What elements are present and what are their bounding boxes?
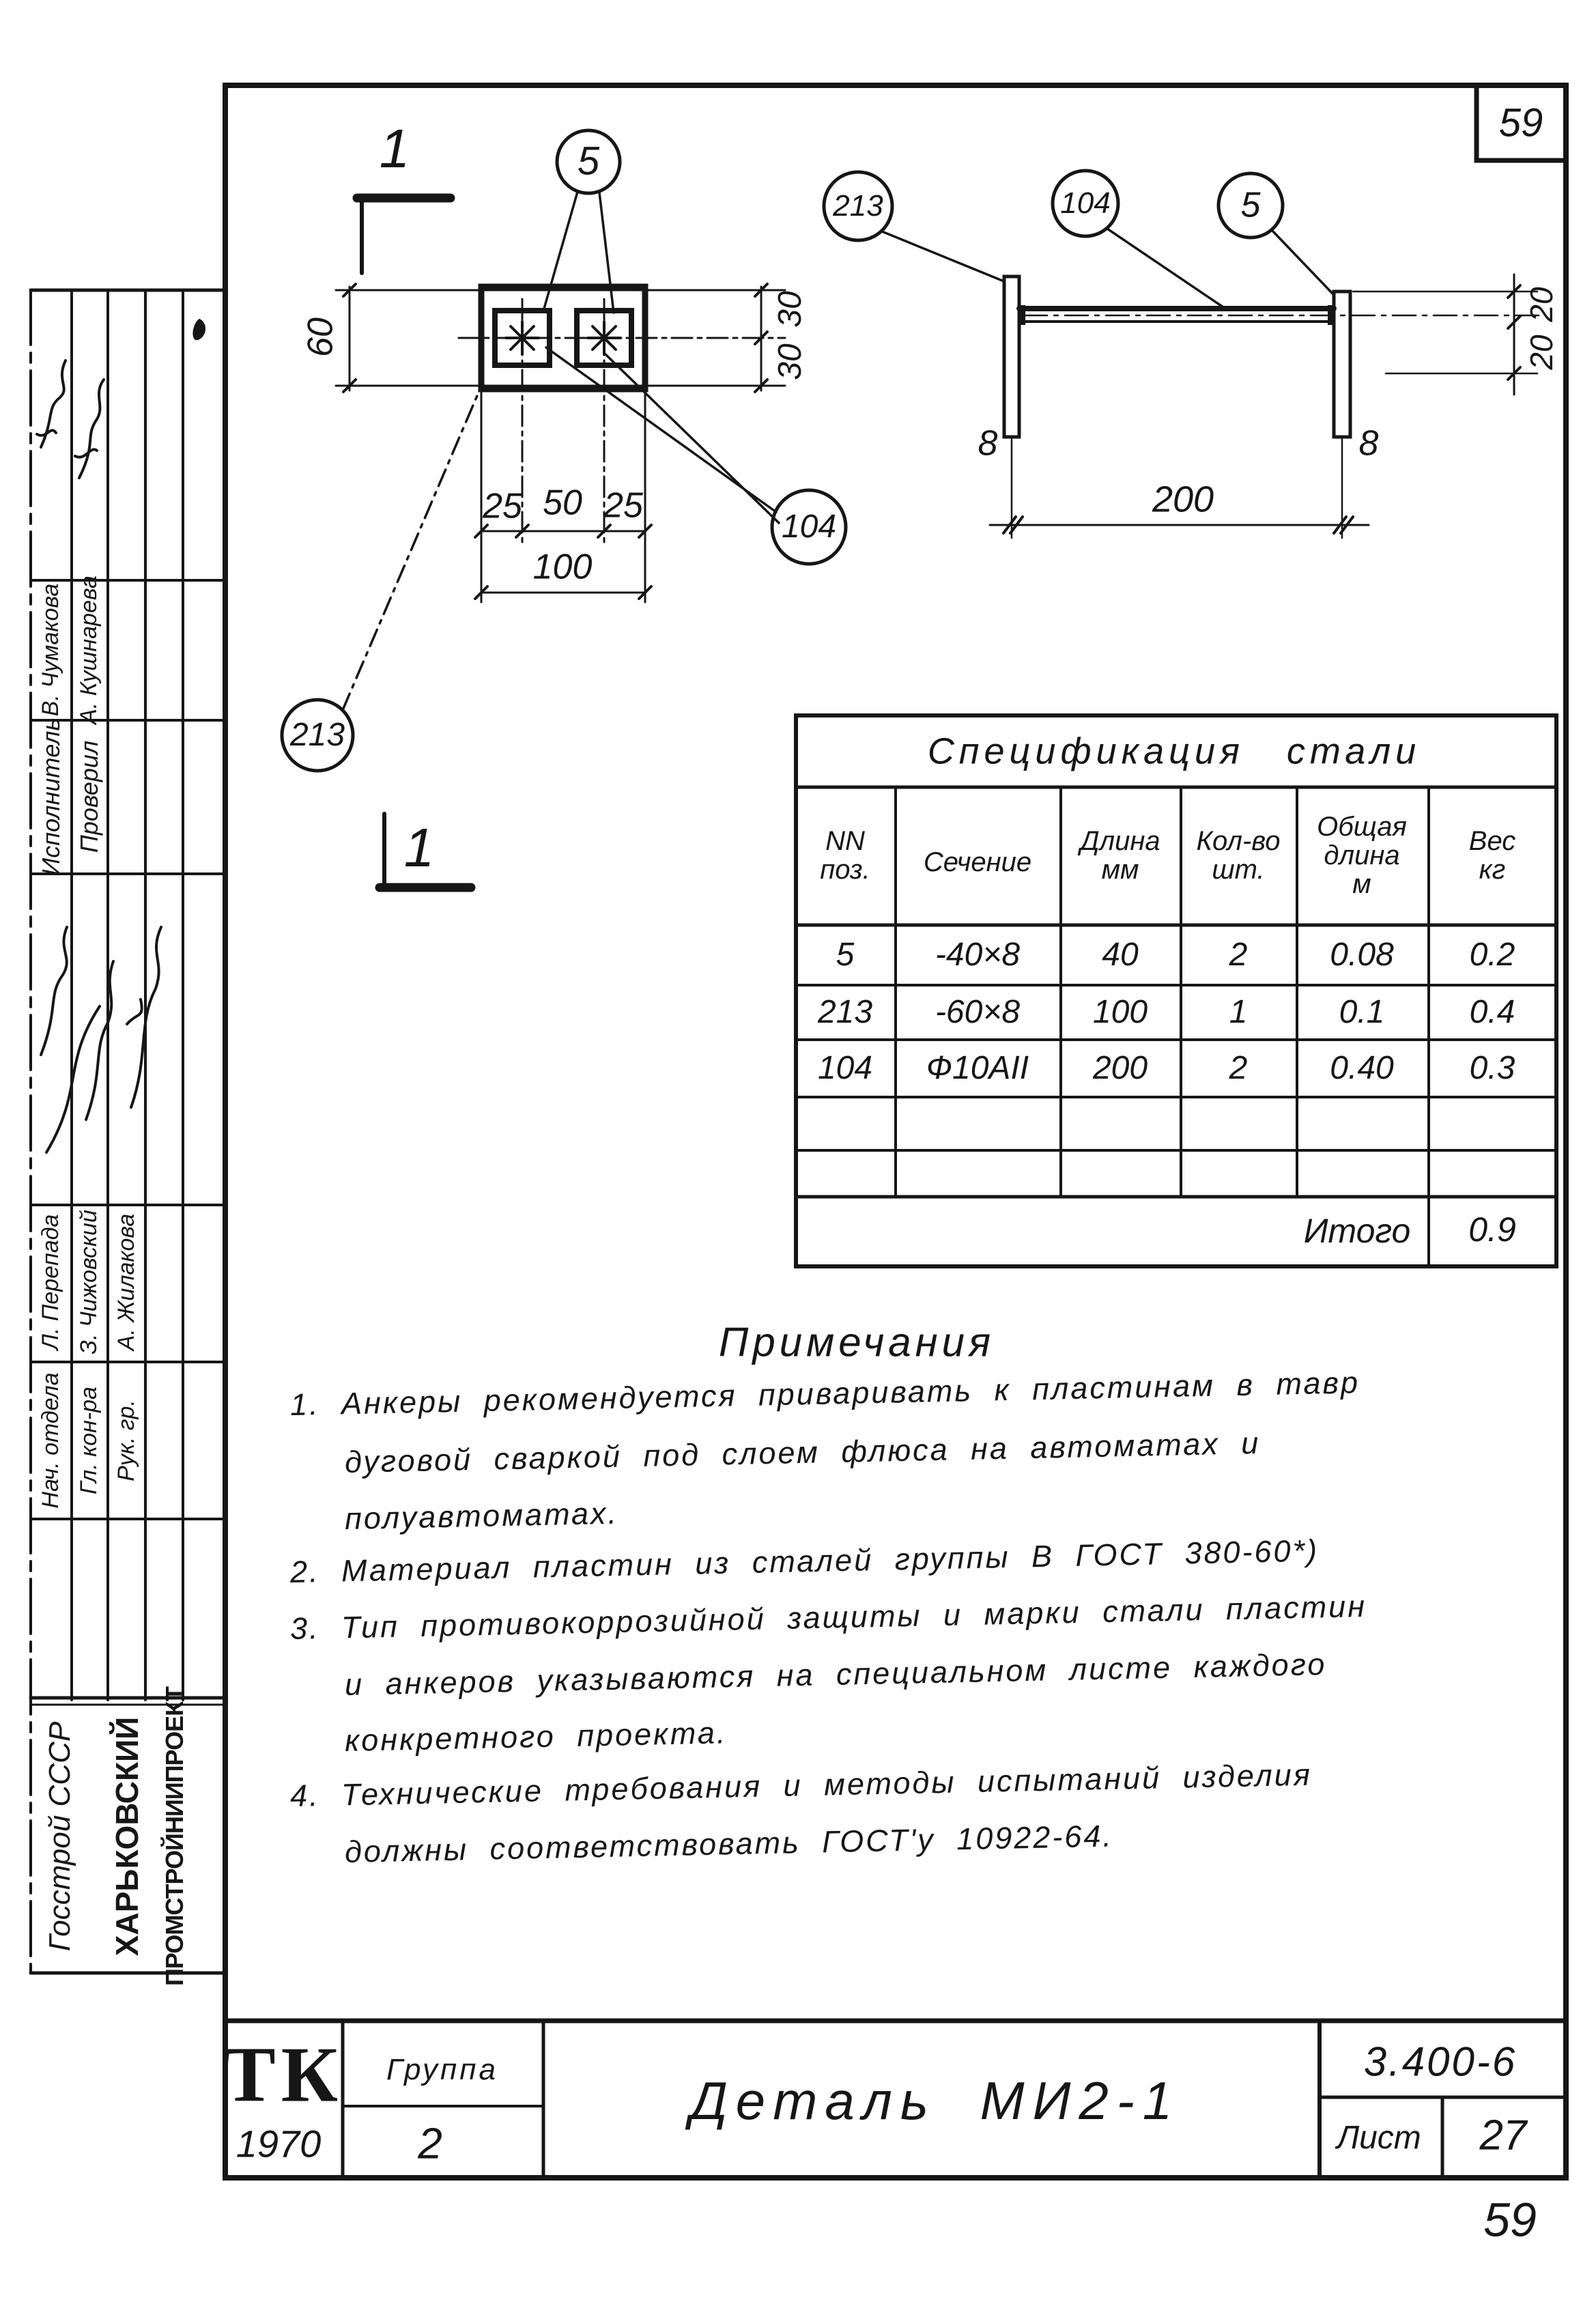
spec-cell: 200 <box>1092 1049 1148 1086</box>
spec-cell: 0.1 <box>1339 993 1385 1030</box>
title-block-drawing-title: Деталь МИ2-1 <box>689 2071 1181 2131</box>
spec-header-qty-line1: Кол-во <box>1196 826 1281 856</box>
sidebar-role-nach-otdela: Нач. отдела <box>38 1372 64 1509</box>
spec-cell: 0.2 <box>1469 936 1515 973</box>
note-line: 1. Анкеры рекомендуется приваривать к пластинам в тавр <box>289 1365 1360 1422</box>
spec-header-weight-line2: кг <box>1479 855 1506 885</box>
notes-title: Примечания <box>718 1319 995 1365</box>
elev-dim-8-right: 8 <box>1358 423 1379 464</box>
title-block-group-value: 2 <box>418 2118 442 2168</box>
note-line: 2. Материал пластин из сталей группы В ГОСТ 380-60*) <box>289 1533 1320 1589</box>
spec-header-pos-line1: NN <box>825 826 865 856</box>
spec-cell: 213 <box>817 993 873 1030</box>
section-mark-bottom-label: 1 <box>403 817 435 878</box>
spec-header-section: Сечение <box>923 847 1032 877</box>
plan-dim-30-lower: 30 <box>771 343 808 380</box>
sidebar-org-kharkovsky: ХАРЬКОВСКИЙ <box>109 1716 145 1957</box>
spec-header-total-length <box>1317 812 1407 898</box>
spec-header-qty-line2: шт. <box>1212 855 1265 885</box>
title-block-year: 1970 <box>236 2122 322 2165</box>
note-line: полуавтоматах. <box>344 1495 619 1536</box>
elev-callout-104: 104 <box>1060 186 1111 220</box>
plan-dim-25-right: 25 <box>603 485 643 526</box>
spec-table-linework <box>796 715 1556 1266</box>
sheet-number-bottom: 59 <box>1483 2193 1537 2247</box>
note-line: 4. Технические требования и методы испытаний изделия <box>289 1757 1313 1813</box>
sidebar-role-proveril: Проверил <box>75 740 104 853</box>
note-line: 3. Тип противокоррозийной защиты и марки стали пластин <box>289 1588 1367 1646</box>
sidebar-org-promstroy: ПРОМСТРОЙНИИПРОЕКТ <box>160 1687 189 1986</box>
sidebar-name-zhilakova: А. Жилакова <box>113 1213 140 1351</box>
spec-header-weight <box>1469 827 1515 884</box>
spec-cell: 2 <box>1229 1049 1248 1086</box>
spec-cell: Ф10АII <box>926 1049 1029 1086</box>
spec-header-length <box>1080 827 1160 884</box>
spec-cell: 104 <box>817 1049 873 1086</box>
elev-dim-200: 200 <box>1152 479 1214 520</box>
spec-header-length-line2: мм <box>1101 855 1139 885</box>
plan-dim-60: 60 <box>300 317 341 357</box>
spec-cell: -40×8 <box>935 936 1021 973</box>
elev-dim-20-upper: 20 <box>1523 287 1559 322</box>
spec-table-title: Спецификация стали <box>927 730 1421 772</box>
elev-callout-213: 213 <box>833 188 883 223</box>
spec-header-pos-line2: поз. <box>820 855 870 885</box>
sidebar-role-gl-konra: Гл. кон-ра <box>76 1387 102 1494</box>
sidebar-role-ruk-gr: Рук. гр. <box>113 1400 140 1481</box>
spec-cell: 100 <box>1092 993 1148 1030</box>
plan-dim-30-upper: 30 <box>771 291 808 328</box>
spec-cell: 0.08 <box>1330 936 1394 973</box>
plan-dim-50: 50 <box>543 483 582 523</box>
spec-cell: -60×8 <box>935 993 1021 1030</box>
spec-header-total-length-line2: длина <box>1324 840 1400 870</box>
spec-cell: 2 <box>1229 936 1248 973</box>
note-line: дуговой сваркой под слоем флюса на автоматах и <box>344 1425 1261 1479</box>
note-line: конкретного проекта. <box>344 1715 728 1758</box>
title-block-sheet-value: 27 <box>1479 2112 1527 2159</box>
plan-dim-100: 100 <box>532 547 593 587</box>
sheet-number-top: 59 <box>1498 100 1543 145</box>
spec-header-pos <box>820 827 870 884</box>
sidebar-name-perepada: Л. Перепада <box>38 1214 64 1350</box>
spec-total-value: 0.9 <box>1468 1210 1516 1249</box>
spec-cell: 0.40 <box>1330 1049 1394 1086</box>
elev-dim-20-lower: 20 <box>1523 335 1559 370</box>
spec-cell: 1 <box>1229 993 1248 1030</box>
spec-header-weight-line1: Вес <box>1468 826 1516 856</box>
plan-callout-213: 213 <box>289 716 345 753</box>
sidebar-org-gosstroy: Госстрой СССР <box>42 1721 76 1952</box>
spec-header-total-length-line1: Общая <box>1317 812 1407 842</box>
spec-header-total-length-line3: м <box>1352 869 1371 899</box>
section-mark-top-label: 1 <box>379 118 410 179</box>
spec-cell: 0.4 <box>1469 993 1515 1030</box>
spec-cell: 5 <box>836 936 855 973</box>
spec-header-length-line1: Длина <box>1080 826 1160 856</box>
sidebar-name-chumakova: В. Чумакова <box>38 583 64 717</box>
title-block-group-label: Группа <box>386 2052 498 2086</box>
plan-dim-25-left: 25 <box>483 486 522 526</box>
spec-cell: 0.3 <box>1469 1049 1515 1086</box>
spec-header-qty <box>1196 827 1280 884</box>
elev-dim-8-left: 8 <box>978 423 998 464</box>
note-line: должны соответствовать ГОСТ'у 10922-64. <box>344 1818 1114 1869</box>
title-block-series-code: 3.400-6 <box>1363 2039 1517 2085</box>
plan-callout-5: 5 <box>577 139 600 184</box>
title-block-sheet-label: Лист <box>1337 2119 1421 2156</box>
elev-callout-5: 5 <box>1240 185 1261 225</box>
sidebar-name-kushnareva: А. Кушнарева <box>76 576 102 724</box>
sidebar-role-ispolnitel: Исполнитель <box>37 718 66 876</box>
sidebar-name-chizhovsky: З. Чижовский <box>76 1210 102 1354</box>
spec-total-label: Итого <box>1303 1211 1411 1250</box>
spec-cell: 40 <box>1102 936 1139 973</box>
note-line: и анкеров указываются на специальном листе каждого <box>344 1646 1327 1702</box>
plan-callout-104: 104 <box>781 508 837 545</box>
title-block-stamp: ТК <box>223 2031 344 2118</box>
